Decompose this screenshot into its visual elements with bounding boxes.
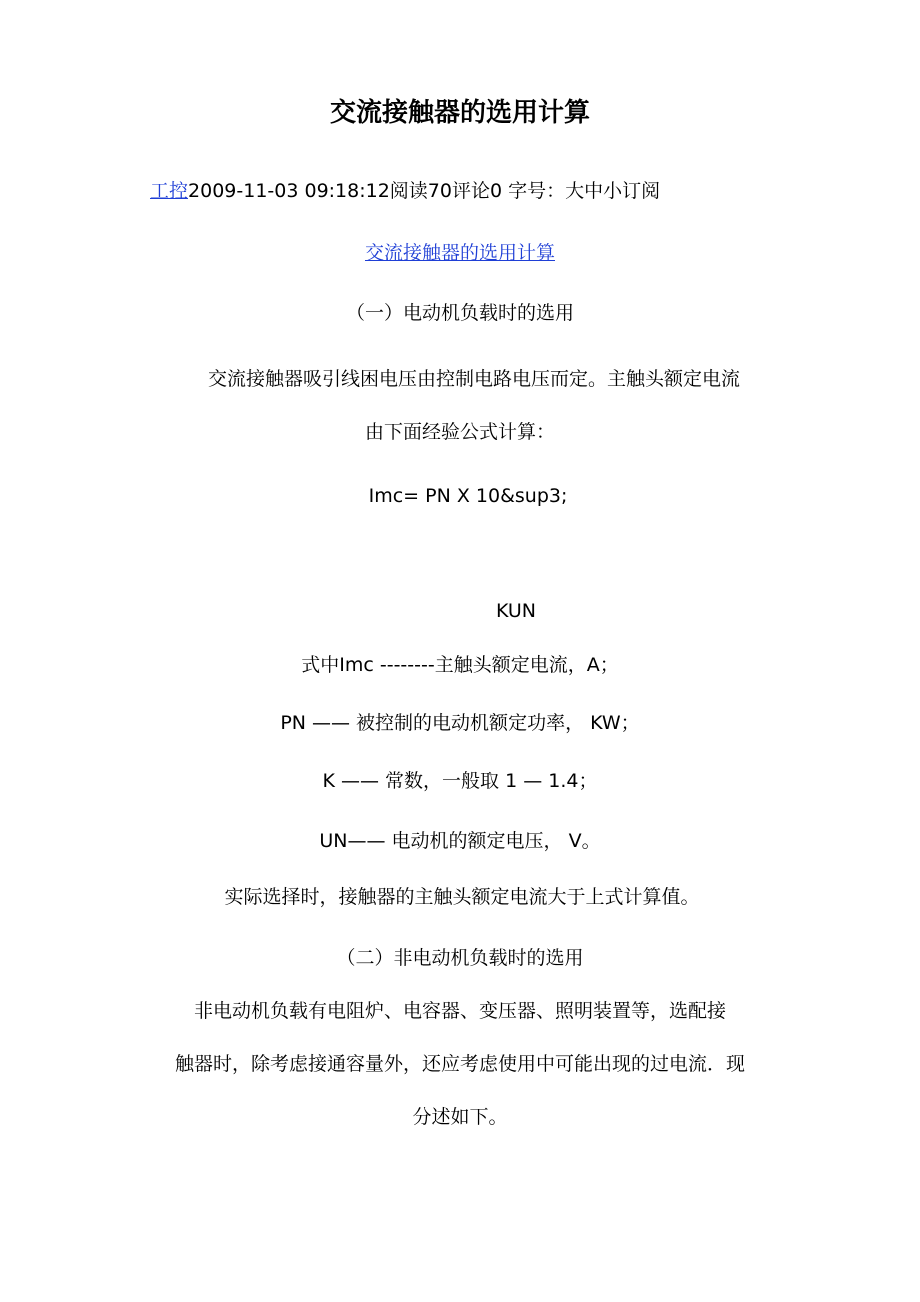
formula-numerator: Imc= PN X 10&sup3; [368, 485, 568, 507]
paragraph-line: 非电动机负载有电阻炉、电容器、变压器、照明装置等，选配接 [193, 1000, 726, 1022]
document-title: 交流接触器的选用计算 [329, 98, 590, 128]
article-title-link[interactable]: 交流接触器的选用计算 [364, 242, 555, 264]
definition-imc: 式中Imc --------主触头额定电流，A； [301, 654, 619, 676]
paragraph-line: 交流接触器吸引线困电压由控制电路电压而定。主触头额定电流 [207, 368, 740, 390]
section-heading-motor-load: （一）电动机负载时的选用 [345, 302, 574, 324]
paragraph-line: 触器时，除考虑接通容量外，还应考虑使用中可能出现的过电流．现 [174, 1053, 745, 1075]
definition-k: K —— 常数，一般取 1 — 1.4； [322, 770, 598, 792]
section-heading-non-motor-load: （二）非电动机负载时的选用 [336, 947, 584, 969]
paragraph-line: 由下面经验公式计算： [364, 421, 555, 443]
article-info: 2009-11-03 09:18:12阅读70评论0 字号：大中小订阅 [188, 180, 661, 202]
subtitle-row [0, 240, 920, 266]
definition-un: UN—— 电动机的额定电压， V。 [319, 830, 601, 852]
definition-pn: PN —— 被控制的电动机额定功率， KW； [280, 712, 640, 734]
paragraph-actual-selection: 实际选择时，接触器的主触头额定电流大于上式计算值。 [224, 886, 700, 908]
article-meta [150, 178, 660, 204]
author-link[interactable]: 工控 [150, 180, 189, 202]
formula-denominator: KUN [495, 600, 537, 622]
paragraph-line: 分述如下。 [412, 1106, 508, 1128]
